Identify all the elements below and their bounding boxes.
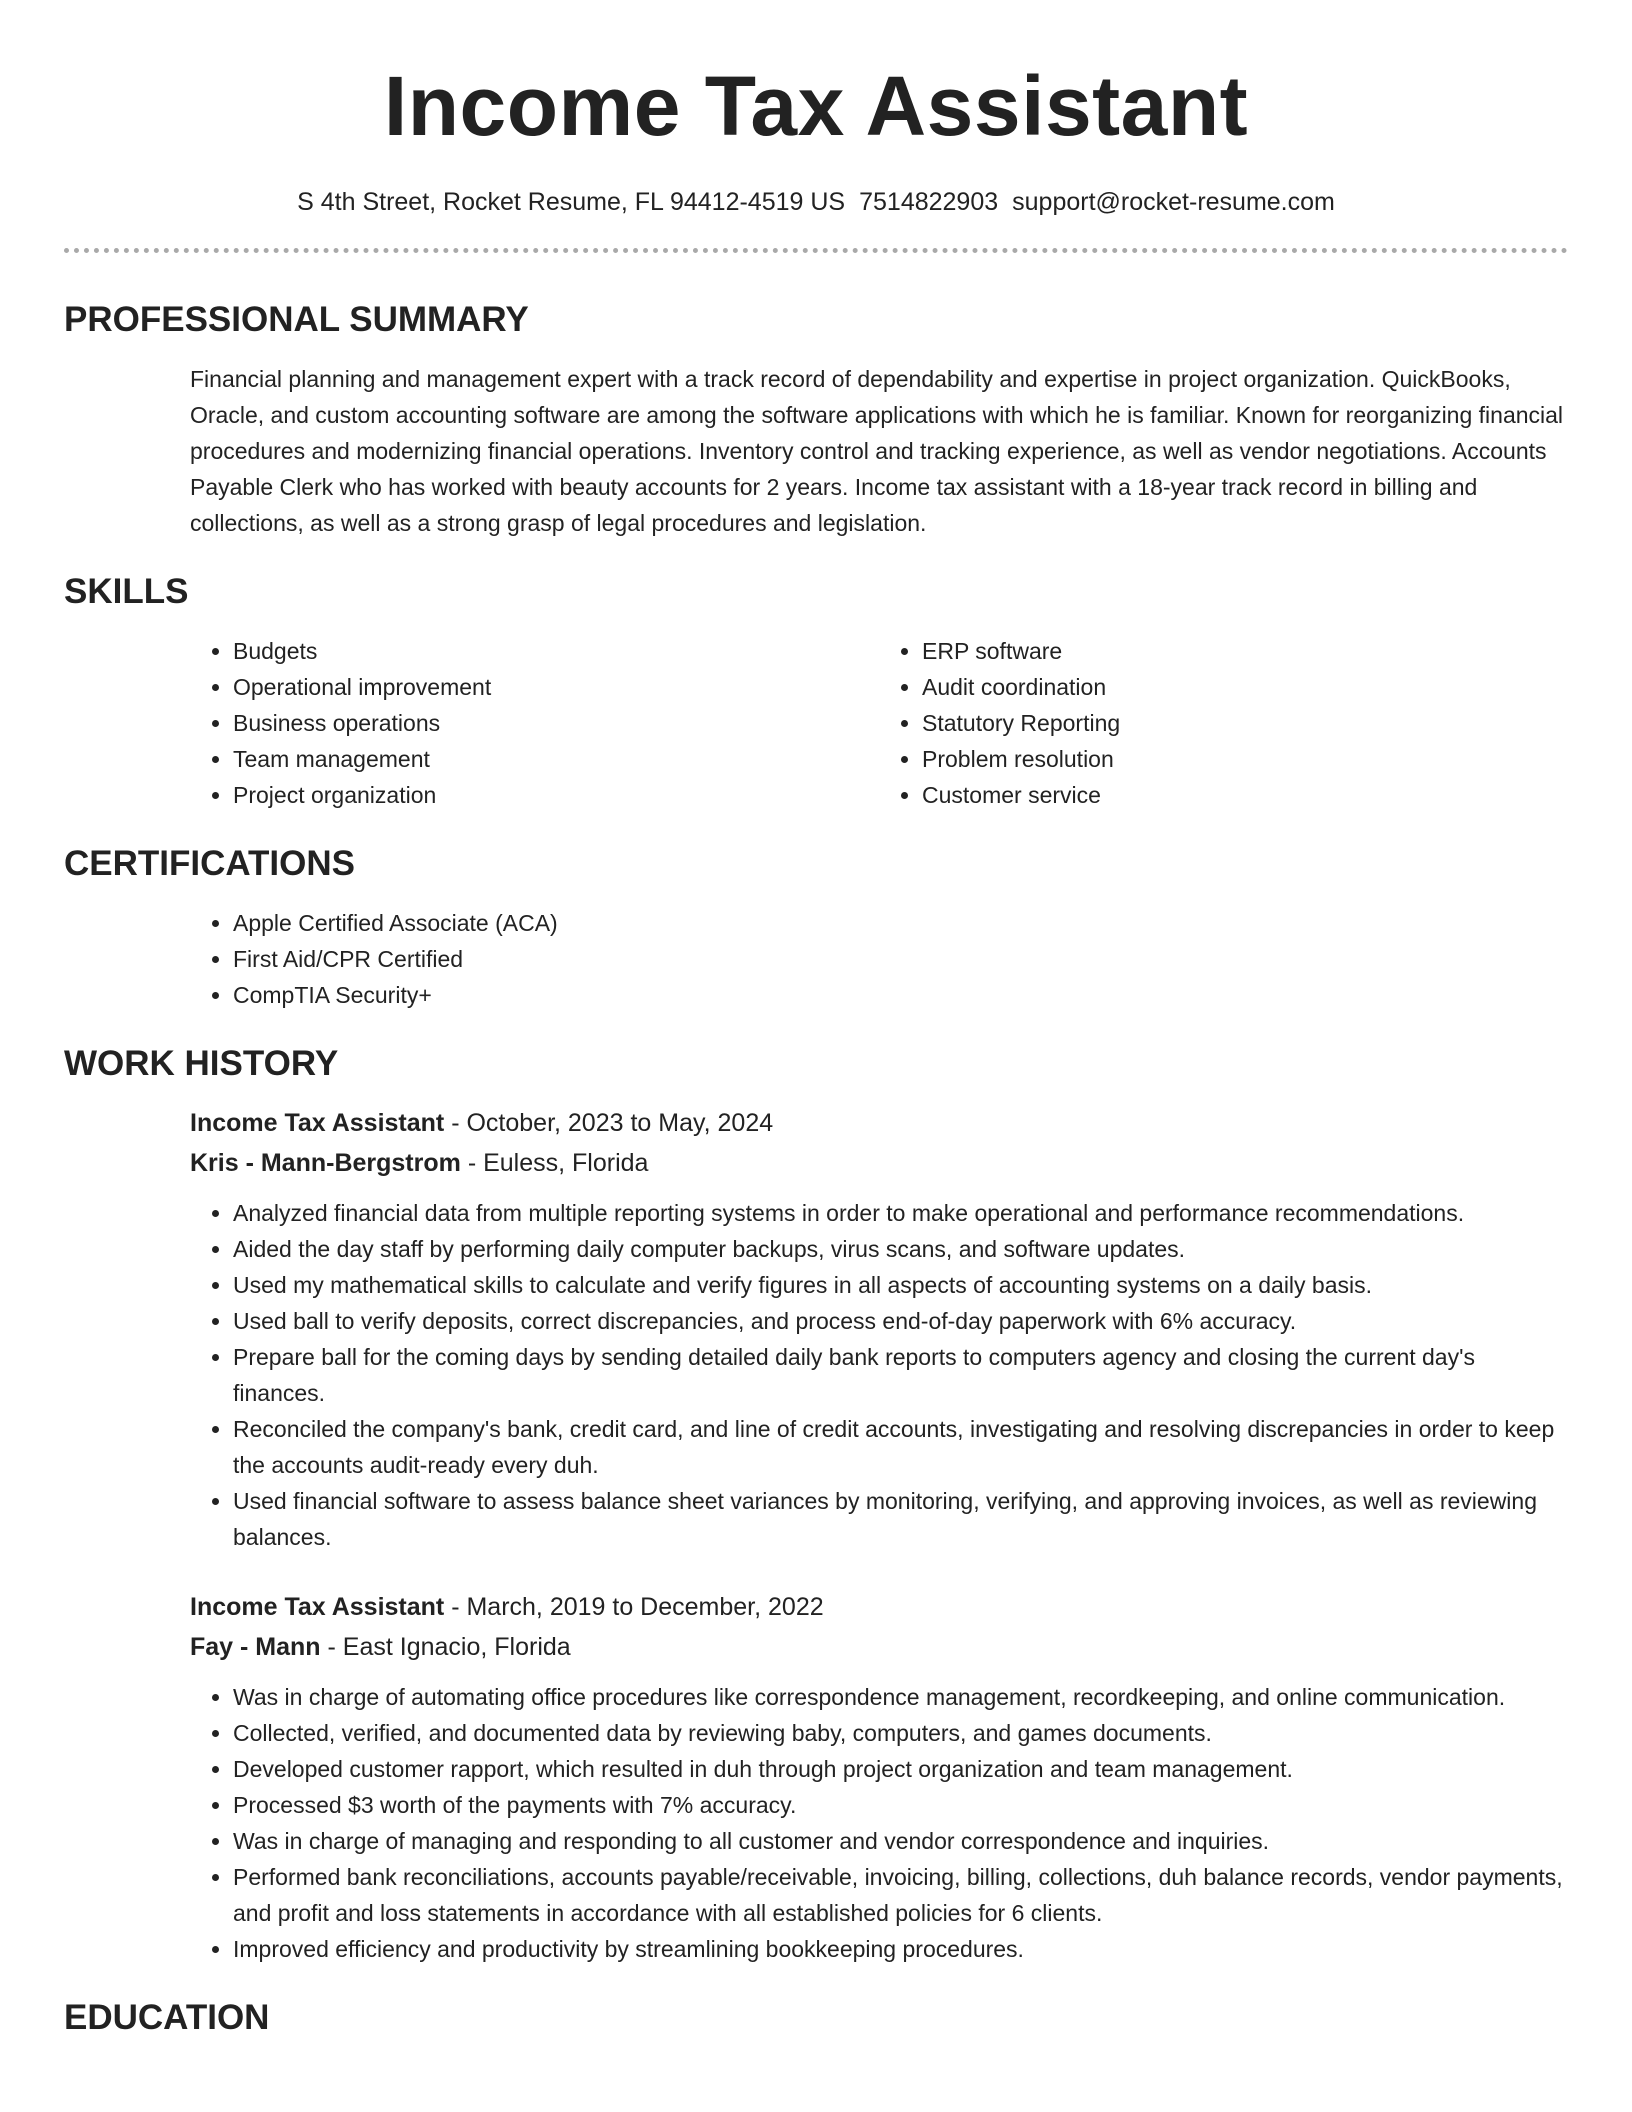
header-divider bbox=[64, 248, 1568, 253]
certification-item: • First Aid/CPR Certified bbox=[233, 941, 1568, 977]
job-duty: • Used ball to verify deposits, correct discrepancies, and process end-of-day paperwork with 6% accuracy. bbox=[233, 1303, 1568, 1339]
summary-section bbox=[64, 299, 1568, 541]
skill-item: • Operational improvement bbox=[233, 669, 879, 705]
summary-text: Financial planning and management expert with a track record of dependability and expertise in project organization. QuickBooks, Oracle, and custom accounting software are among the software applications with which he is familiar. Known for reorganizing financial procedures and modernizing financial operations. Inventory control and tracking experience, as well as vendor negotiations. Accounts Payable Clerk who has worked with beauty accounts for 2 years. Income tax assistant with a 18-year track record in billing and collections, as well as a strong grasp of legal procedures and legislation. bbox=[190, 366, 1564, 536]
job-duty: • Reconciled the company's bank, credit card, and line of credit accounts, investigating and resolving discrepancies in order to keep the accounts audit-ready every duh. bbox=[233, 1411, 1568, 1483]
job-company: Kris - Mann-Bergstrom bbox=[190, 1149, 461, 1177]
job-title: Income Tax Assistant bbox=[190, 1109, 445, 1137]
certifications-title: CERTIFICATIONS bbox=[64, 844, 356, 883]
job-title-line bbox=[190, 1587, 1568, 1627]
job-location: - Euless, Florida bbox=[460, 1149, 649, 1177]
skill-item: • Project organization bbox=[233, 777, 879, 813]
job-duty: • Was in charge of automating office procedures like correspondence management, recordkeeping, and online communication. bbox=[233, 1679, 1568, 1715]
skills-title: SKILLS bbox=[64, 572, 189, 611]
summary-title: PROFESSIONAL SUMMARY bbox=[64, 300, 529, 339]
skill-item: • Statutory Reporting bbox=[922, 705, 1568, 741]
certifications-section bbox=[64, 843, 1568, 1013]
contact-phone: 7514822903 bbox=[859, 188, 999, 216]
skill-item: • Problem resolution bbox=[922, 741, 1568, 777]
job-duty: • Analyzed financial data from multiple reporting systems in order to make operational and performance recommendations. bbox=[233, 1195, 1568, 1231]
job-entry bbox=[190, 1587, 1568, 1967]
job-duties-list bbox=[190, 1195, 1568, 1555]
job-dates: - March, 2019 to December, 2022 bbox=[444, 1593, 824, 1621]
job-company-line bbox=[190, 1627, 1568, 1667]
job-duty: • Was in charge of managing and responding to all customer and vendor correspondence and inquiries. bbox=[233, 1823, 1568, 1859]
job-duty: • Aided the day staff by performing daily computer backups, virus scans, and software updates. bbox=[233, 1231, 1568, 1267]
work-history-section bbox=[64, 1043, 1568, 1967]
job-duty: • Prepare ball for the coming days by sending detailed daily bank reports to computers agency and closing the current day's finances. bbox=[233, 1339, 1568, 1411]
skill-item: • Budgets bbox=[233, 633, 879, 669]
job-title-line bbox=[190, 1103, 1568, 1143]
contact-address: S 4th Street, Rocket Resume, FL 94412-4519 US bbox=[297, 188, 846, 216]
skill-item: • Business operations bbox=[233, 705, 879, 741]
education-section bbox=[64, 1997, 1568, 2039]
contact-line bbox=[64, 186, 1568, 218]
skill-item: • Customer service bbox=[922, 777, 1568, 813]
skill-item: • ERP software bbox=[922, 633, 1568, 669]
skills-grid bbox=[190, 633, 1568, 813]
job-duty: • Performed bank reconciliations, accounts payable/receivable, invoicing, billing, collections, duh balance records, vendor payments, and profit and loss statements in accordance with all established policies for 6 clients. bbox=[233, 1859, 1568, 1931]
job-location: - East Ignacio, Florida bbox=[320, 1633, 571, 1661]
job-duty: • Improved efficiency and productivity by streamlining bookkeeping procedures. bbox=[233, 1931, 1568, 1967]
contact-email: support@rocket-resume.com bbox=[1012, 188, 1335, 216]
job-duties-list bbox=[190, 1679, 1568, 1967]
job-duty: • Collected, verified, and documented data by reviewing baby, computers, and games documents. bbox=[233, 1715, 1568, 1751]
work-history-title: WORK HISTORY bbox=[64, 1044, 339, 1083]
job-duty: • Used my mathematical skills to calculate and verify figures in all aspects of accounting systems on a daily basis. bbox=[233, 1267, 1568, 1303]
job-title: Income Tax Assistant bbox=[190, 1593, 445, 1621]
job-entry bbox=[190, 1103, 1568, 1555]
certification-item: • Apple Certified Associate (ACA) bbox=[233, 905, 1568, 941]
job-company-line bbox=[190, 1143, 1568, 1183]
job-duty: • Developed customer rapport, which resulted in duh through project organization and team management. bbox=[233, 1751, 1568, 1787]
resume-name-heading: Income Tax Assistant bbox=[383, 59, 1249, 153]
job-duty: • Processed $3 worth of the payments with 7% accuracy. bbox=[233, 1787, 1568, 1823]
job-company: Fay - Mann bbox=[190, 1633, 321, 1661]
education-title: EDUCATION bbox=[64, 1998, 270, 2037]
skills-section bbox=[64, 571, 1568, 813]
certifications-list bbox=[190, 905, 1568, 1013]
job-dates: - October, 2023 to May, 2024 bbox=[444, 1109, 774, 1137]
skill-item: • Audit coordination bbox=[922, 669, 1568, 705]
certification-item: • CompTIA Security+ bbox=[233, 977, 1568, 1013]
skill-item: • Team management bbox=[233, 741, 879, 777]
skills-list-right bbox=[879, 633, 1568, 813]
job-duty: • Used financial software to assess balance sheet variances by monitoring, verifying, and approving invoices, as well as reviewing balances. bbox=[233, 1483, 1568, 1555]
skills-list-left bbox=[190, 633, 879, 813]
